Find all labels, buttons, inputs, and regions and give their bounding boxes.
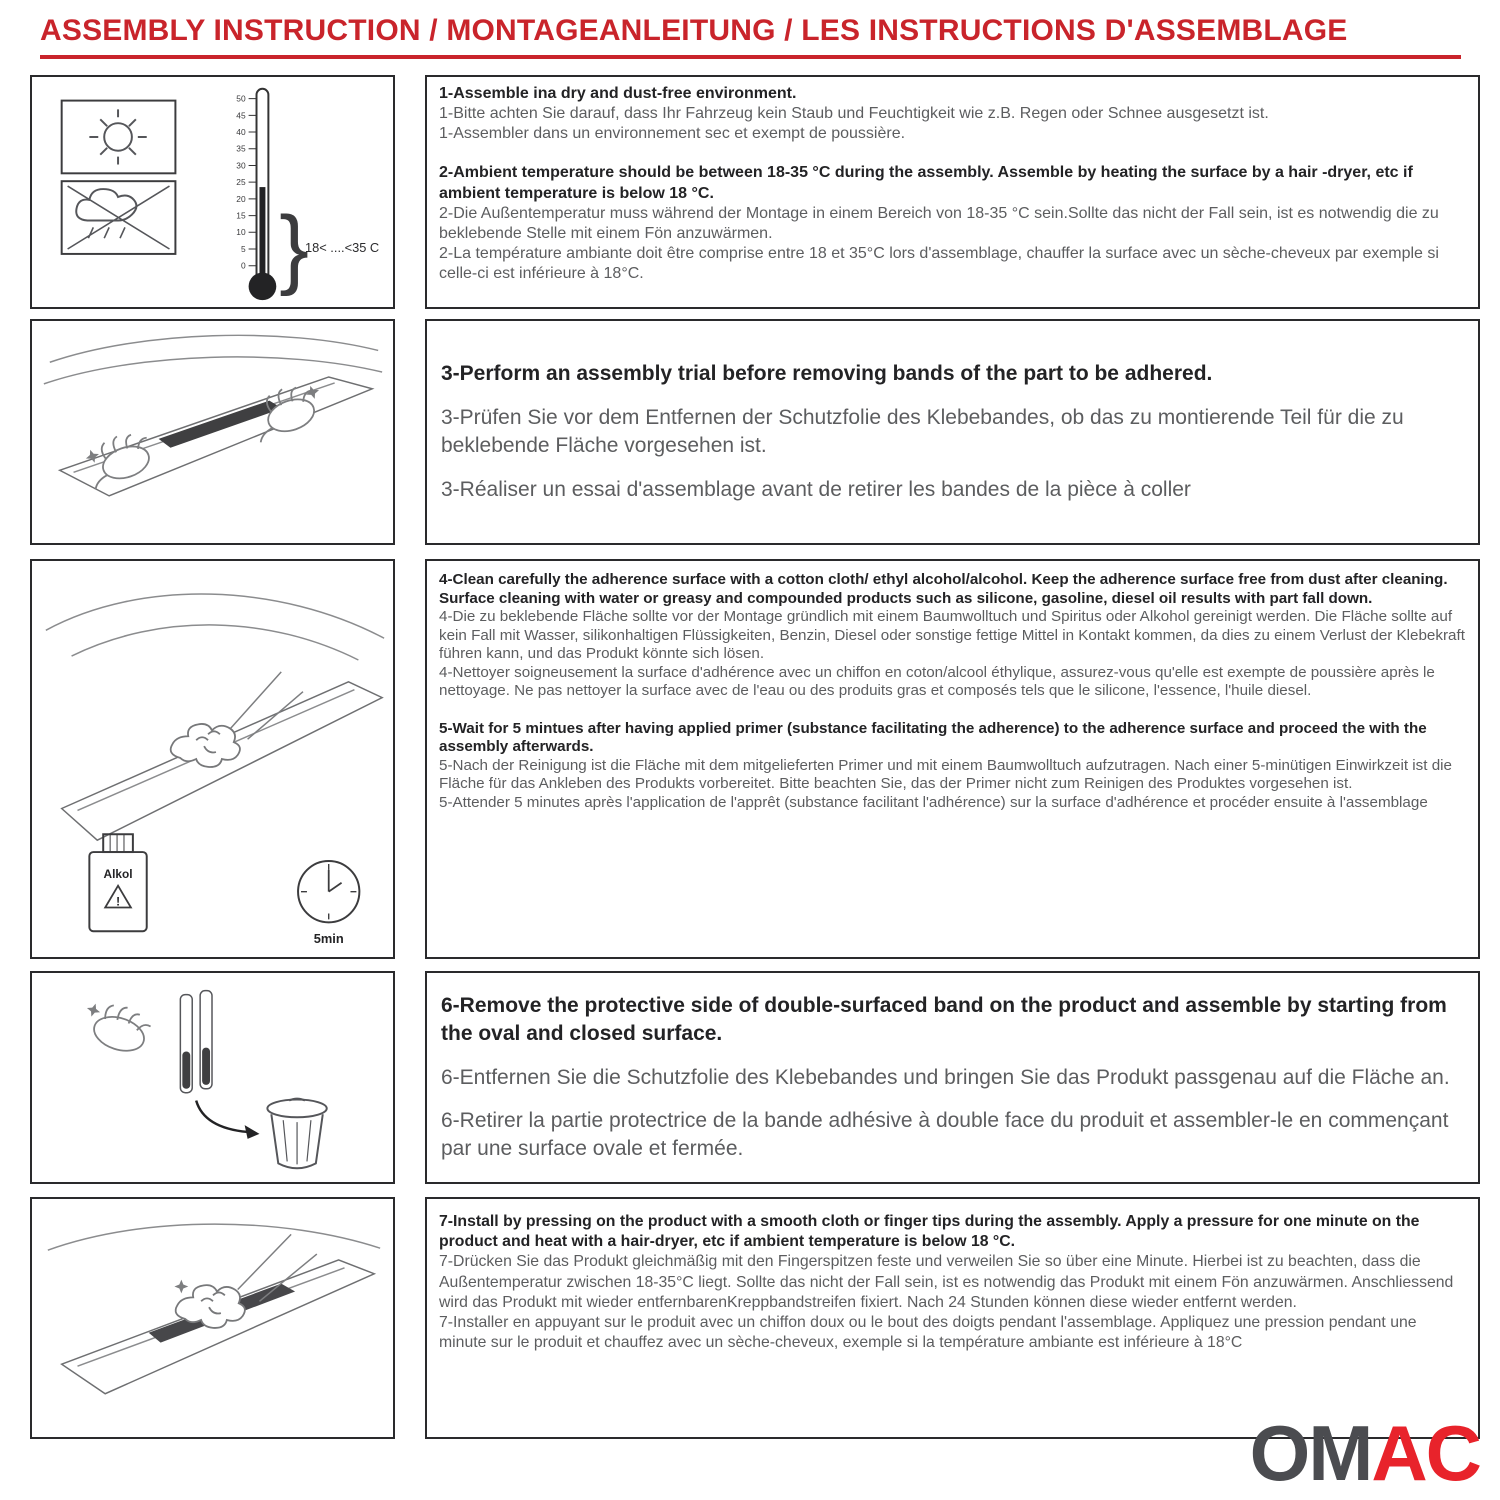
arrow-to-trash: [196, 1101, 259, 1139]
section-row-step-6: [30, 971, 1480, 1184]
section-row-steps-1-2: [30, 75, 1480, 309]
step4-fr-text: 4-Nettoyer soigneusement la surface d'adhérence avec un chiffon en coton/alcool éthylique, assurez-vous qu'elle est exempte de poussière après le nettoyage. Ne pas nettoyer la surface avec de l'eau ou des produits gras et composés tels que le silicone, l'essence, l'huile diesel.: [439, 663, 1435, 700]
step3-fr-text: 3-Réaliser un essai d'assemblage avant de retirer les bandes de la pièce à coller: [441, 477, 1191, 501]
trash-can-icon: [267, 1099, 326, 1169]
peel-band-illustration-panel: [30, 971, 395, 1184]
page-title: ASSEMBLY INSTRUCTION / MONTAGEANLEITUNG / LES INSTRUCTIONS D'ASSEMBLAGE: [40, 14, 1348, 47]
step5-fr-text: 5-Attender 5 minutes après l'application de l'apprêt (substance facilitant l'adhérence) sur la surface d'adhérence et procéder ensuite à l'assemblage: [439, 794, 1428, 812]
step7-en-text: 7-Install by pressing on the product with a smooth cloth or finger tips during the assembly. Apply a pressure for one minute on the product and heat with a hair-dryer, etc if ambient temperature is below 18 °C.: [439, 1213, 1420, 1251]
logo-text-red: AC: [1371, 1409, 1480, 1497]
temperature-illustration-panel: [30, 75, 395, 309]
no-rain-icon: [62, 181, 176, 254]
clock-icon: [298, 861, 359, 946]
step6-fr-text: 6-Retirer la partie protectrice de la bande adhésive à double face du produit et assembler-le en commençant par une surface ovale et fermée.: [441, 1109, 1449, 1161]
step5-en-text: 5-Wait for 5 mintues after having applied primer (substance facilitating the adherence) to the adherence surface and proceed the with the assembly afterwards.: [439, 719, 1427, 756]
logo-text-gray: OM: [1249, 1409, 1372, 1497]
step1-en-text: 1-Assemble ina dry and dust-free environment.: [439, 85, 797, 102]
cleaning-cloth: [171, 724, 240, 767]
surface-cleaning-illustration: [32, 561, 393, 957]
instructions-steps-1-2-panel: [425, 75, 1480, 309]
instructions-step-3-panel: [425, 319, 1480, 545]
alcohol-bottle-label: Alkol: [103, 866, 133, 881]
omac-logo: [1249, 1409, 1480, 1497]
temperature-conditions-illustration: [32, 77, 393, 307]
thermometer-scale-label: 30: [236, 160, 246, 171]
thermometer-scale-label: 50: [236, 93, 246, 104]
step6-en-text: 6-Remove the protective side of double-surfaced band on the product and assemble by starting from the oval and closed surface.: [441, 993, 1447, 1045]
thermometer-icon: [236, 89, 276, 300]
hand-peeling: [77, 996, 153, 1057]
thermometer-scale-label: 0: [240, 260, 246, 271]
assembly-trial-illustration: [32, 321, 393, 543]
thermometer-scale-label: 5: [240, 243, 246, 254]
section-row-step-7: [30, 1197, 1480, 1439]
step2-en-text: 2-Ambient temperature should be between 18-35 °C during the assembly. Assemble by heating the surface by a hair -dryer, etc if ambient temperature is below 18 °C.: [439, 164, 1413, 202]
adhesive-bands: [180, 991, 212, 1093]
step7-de-text: 7-Drücken Sie das Produkt gleichmäßig mit den Fingerspitzen feste und verweilen Sie so über eine Minute. Hierbei ist zu beachten, dass die Außentemperatur zwischen 18-35°C liegt. Sollte das nicht der Fall sein, ist es notwendig das Produkt mit einem Fön anzuwärmen. Anschliessend wird das Produkt mit wieder entfernbarenKreppbandstreifen fixiert. Nach 24 Stunden können diese wieder entfernt werden.: [439, 1253, 1454, 1311]
step7-fr-text: 7-Installer en appuyant sur le produit avec un chiffon doux ou le bout des doigts pendant l'assemblage. Appliquez une pression pendant une minute sur le produit et chauffez avec un sèche-cheveux, exemple si la température ambiante est inférieure à 18°C: [439, 1314, 1417, 1352]
thermometer-scale-label: 10: [236, 227, 246, 238]
instructions-step-6-panel: [425, 971, 1480, 1184]
step1-fr-text: 1-Assembler dans un environnement sec et exempt de poussière.: [439, 125, 906, 143]
instructions-steps-4-5-panel: [425, 559, 1480, 959]
title-underline: [40, 55, 1461, 59]
step3-en-text: 3-Perform an assembly trial before removing bands of the part to be adhered.: [441, 362, 1213, 386]
step4-de-text: 4-Die zu beklebende Fläche sollte vor der Montage gründlich mit einem Baumwolltuch und Spiritus oder Alkohol gereinigt werden. Die Fläche sollte auf kein Fall mit Wasser, silikonhaltigen Flüssigkeiten, Benzin, Diesel oder sonstige fettige Mittel in Kontakt kommen, da dies zu einem Verlust der Klebekraft führen kann, und das Produkt könnte sich lösen.: [439, 608, 1465, 663]
step4-en-text: 4-Clean carefully the adherence surface with a cotton cloth/ ethyl alcohol/alcohol. Keep the adherence surface free from dust after cleaning. Surface cleaning with water or greasy and compounded products such as silicone, gasoline, diesel oil results with part fall down.: [439, 571, 1448, 607]
alcohol-bottle-icon: [89, 834, 146, 931]
sun-icon: [62, 101, 176, 174]
thermometer-scale-label: 25: [236, 177, 246, 188]
press-install-illustration-panel: [30, 1197, 395, 1439]
temperature-range-label: 18< ....<35 C: [304, 239, 380, 255]
warning-mark: !: [116, 894, 121, 909]
peel-band-illustration: [32, 973, 393, 1182]
thermometer-scale-label: 40: [236, 127, 246, 137]
step3-de-text: 3-Prüfen Sie vor dem Entfernen der Schutzfolie des Klebebandes, ob das zu montierende Teil für die zu beklebende Fläche vorgesehen ist.: [441, 406, 1404, 457]
step2-fr-text: 2-La température ambiante doit être comprise entre 18 et 35°C lors d'assemblage, chauffer la surface avec un sèche-cheveux par exemple si celle-ci est inférieure à 18°C.: [439, 245, 1439, 283]
thermometer-scale-label: 35: [236, 143, 246, 154]
thermometer-scale-label: 20: [236, 193, 246, 204]
wait-time-label: 5min: [313, 931, 344, 947]
step1-de-text: 1-Bitte achten Sie darauf, dass Ihr Fahrzeug kein Staub und Feuchtigkeit wie z.B. Regen oder Schnee ausgesetzt ist.: [439, 105, 1269, 123]
section-row-steps-4-5: [30, 559, 1480, 959]
thermometer-scale-label: 15: [236, 210, 246, 221]
sill-trim-strip: [159, 401, 283, 448]
section-row-step-3: [30, 319, 1480, 545]
assembly-trial-illustration-panel: [30, 319, 395, 545]
instructions-step-7-panel: [425, 1197, 1480, 1439]
range-brace: }: [279, 197, 309, 297]
press-install-illustration: [32, 1199, 393, 1437]
step6-de-text: 6-Entfernen Sie die Schutzfolie des Klebebandes und bringen Sie das Produkt passgenau auf die Fläche an.: [441, 1065, 1450, 1089]
thermometer-scale-label: 45: [236, 110, 246, 121]
cleaning-illustration-panel: [30, 559, 395, 959]
step5-de-text: 5-Nach der Reinigung ist die Fläche mit dem mitgelieferten Primer und mit einem Baumwolltuch aufzutragen. Nach einer 5-minütigen Einwirkzeit ist die Fläche für das Ankleben des Produkts vorbereitet. Bitte beachten Sie, das der Primer nicht zum Reinigen des Produktes vorgesehen ist.: [439, 756, 1452, 793]
step2-de-text: 2-Die Außentemperatur muss während der Montage in einem Bereich von 18-35 °C sein.Sollte das nicht der Fall sein, ist es notwendig die zu beklebende Stelle mit einem Fön anzuwärmen.: [439, 204, 1439, 242]
